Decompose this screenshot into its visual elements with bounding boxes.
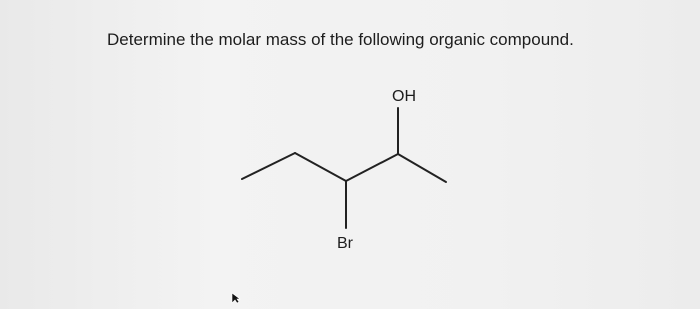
bromine-label: Br: [337, 235, 353, 252]
bond-ethyl-to-c3: [295, 153, 346, 181]
hydroxyl-label: OH: [392, 88, 416, 105]
bond-c3-to-c2: [346, 154, 398, 181]
bond-ethyl-terminal: [242, 153, 295, 179]
bond-c2-to-methyl: [398, 154, 446, 182]
question-text: Determine the molar mass of the following organic compound.: [107, 30, 574, 49]
arrow-cursor-icon: [231, 292, 241, 304]
